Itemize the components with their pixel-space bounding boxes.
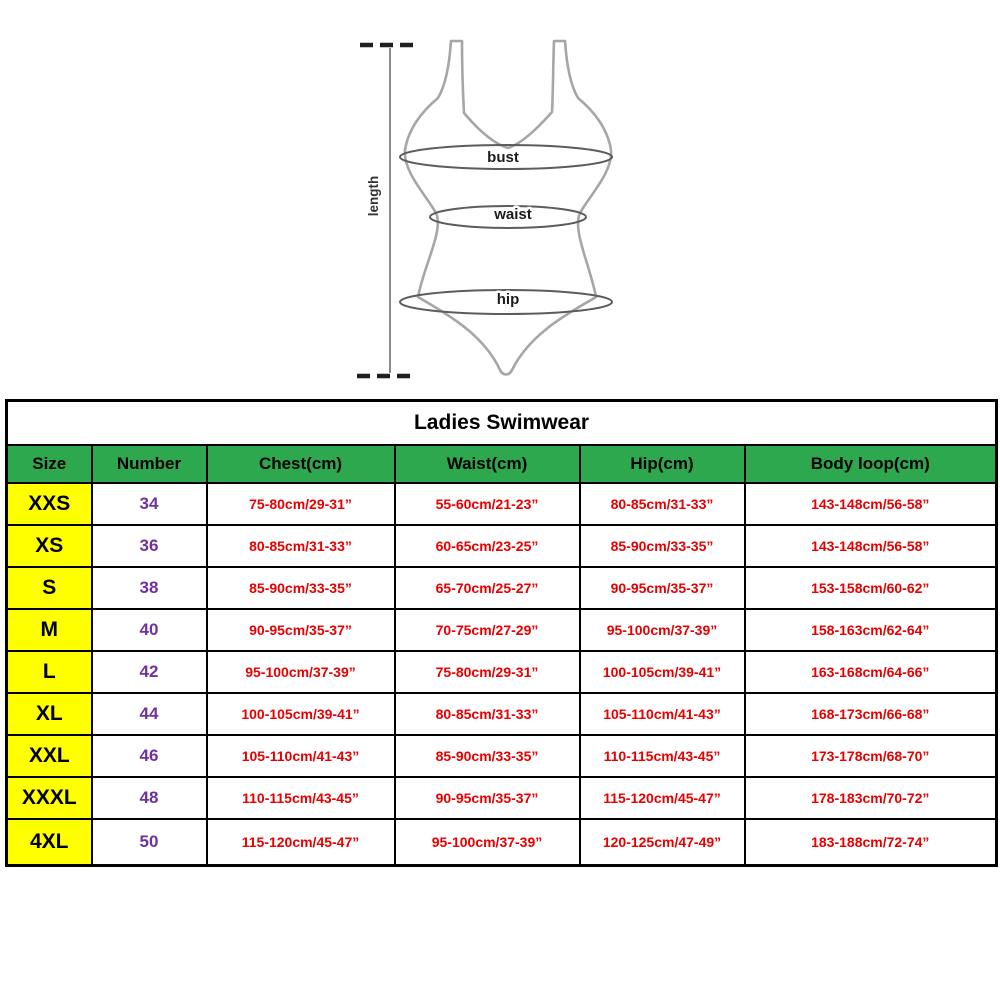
hip-cell: 105-110cm/41-43” bbox=[580, 693, 745, 735]
column-header-number: Number bbox=[92, 445, 207, 483]
number-cell: 44 bbox=[92, 693, 207, 735]
body-loop-cell: 143-148cm/56-58” bbox=[745, 483, 997, 525]
body-loop-cell: 173-178cm/68-70” bbox=[745, 735, 997, 777]
number-cell: 40 bbox=[92, 609, 207, 651]
size-cell: XL bbox=[7, 693, 92, 735]
size-cell: XS bbox=[7, 525, 92, 567]
body-loop-cell: 163-168cm/64-66” bbox=[745, 651, 997, 693]
number-cell: 38 bbox=[92, 567, 207, 609]
page-title: Ladies Swimwear bbox=[7, 401, 997, 445]
size-cell: XXXL bbox=[7, 777, 92, 819]
waist-cell: 55-60cm/21-23” bbox=[395, 483, 580, 525]
waist-cell: 75-80cm/29-31” bbox=[395, 651, 580, 693]
hip-label: hip bbox=[496, 291, 520, 308]
swimsuit-measurement-diagram bbox=[0, 0, 1000, 396]
size-row-xxs bbox=[7, 483, 997, 525]
hip-cell: 95-100cm/37-39” bbox=[580, 609, 745, 651]
number-cell: 34 bbox=[92, 483, 207, 525]
hip-cell: 80-85cm/31-33” bbox=[580, 483, 745, 525]
size-row-xs bbox=[7, 525, 997, 567]
hip-cell: 110-115cm/43-45” bbox=[580, 735, 745, 777]
length-measure bbox=[357, 45, 413, 376]
chest-cell: 100-105cm/39-41” bbox=[207, 693, 395, 735]
hip-cell: 120-125cm/47-49” bbox=[580, 819, 745, 866]
size-row-4xl bbox=[7, 819, 997, 866]
chest-cell: 75-80cm/29-31” bbox=[207, 483, 395, 525]
number-cell: 42 bbox=[92, 651, 207, 693]
body-loop-cell: 143-148cm/56-58” bbox=[745, 525, 997, 567]
number-cell: 36 bbox=[92, 525, 207, 567]
size-row-l bbox=[7, 651, 997, 693]
number-cell: 50 bbox=[92, 819, 207, 866]
table-title-row bbox=[7, 401, 997, 445]
column-header-size: Size bbox=[7, 445, 92, 483]
length-label: length bbox=[366, 175, 381, 217]
size-row-m bbox=[7, 609, 997, 651]
size-row-xxxl bbox=[7, 777, 997, 819]
waist-cell: 90-95cm/35-37” bbox=[395, 777, 580, 819]
size-row-s bbox=[7, 567, 997, 609]
size-cell: L bbox=[7, 651, 92, 693]
chest-cell: 90-95cm/35-37” bbox=[207, 609, 395, 651]
size-chart-table bbox=[5, 399, 998, 867]
chest-cell: 95-100cm/37-39” bbox=[207, 651, 395, 693]
size-cell: XXL bbox=[7, 735, 92, 777]
waist-cell: 95-100cm/37-39” bbox=[395, 819, 580, 866]
hip-cell: 85-90cm/33-35” bbox=[580, 525, 745, 567]
waist-cell: 60-65cm/23-25” bbox=[395, 525, 580, 567]
column-header-waist: Waist(cm) bbox=[395, 445, 580, 483]
waist-cell: 85-90cm/33-35” bbox=[395, 735, 580, 777]
column-header-body-loop: Body loop(cm) bbox=[745, 445, 997, 483]
chest-cell: 80-85cm/31-33” bbox=[207, 525, 395, 567]
size-cell: S bbox=[7, 567, 92, 609]
number-cell: 46 bbox=[92, 735, 207, 777]
column-header-chest: Chest(cm) bbox=[207, 445, 395, 483]
table-header-row bbox=[7, 445, 997, 483]
waist-label: waist bbox=[494, 206, 532, 223]
body-loop-cell: 168-173cm/66-68” bbox=[745, 693, 997, 735]
waist-cell: 80-85cm/31-33” bbox=[395, 693, 580, 735]
size-cell: 4XL bbox=[7, 819, 92, 866]
bust-label: bust bbox=[487, 149, 519, 166]
body-loop-cell: 153-158cm/60-62” bbox=[745, 567, 997, 609]
body-loop-cell: 183-188cm/72-74” bbox=[745, 819, 997, 866]
hip-cell: 115-120cm/45-47” bbox=[580, 777, 745, 819]
chest-cell: 85-90cm/33-35” bbox=[207, 567, 395, 609]
size-cell: M bbox=[7, 609, 92, 651]
column-header-hip: Hip(cm) bbox=[580, 445, 745, 483]
chest-cell: 105-110cm/41-43” bbox=[207, 735, 395, 777]
waist-cell: 70-75cm/27-29” bbox=[395, 609, 580, 651]
chest-cell: 110-115cm/43-45” bbox=[207, 777, 395, 819]
size-row-xl bbox=[7, 693, 997, 735]
waist-cell: 65-70cm/25-27” bbox=[395, 567, 580, 609]
size-row-xxl bbox=[7, 735, 997, 777]
hip-cell: 100-105cm/39-41” bbox=[580, 651, 745, 693]
size-cell: XXS bbox=[7, 483, 92, 525]
hip-cell: 90-95cm/35-37” bbox=[580, 567, 745, 609]
chest-cell: 115-120cm/45-47” bbox=[207, 819, 395, 866]
body-loop-cell: 178-183cm/70-72” bbox=[745, 777, 997, 819]
number-cell: 48 bbox=[92, 777, 207, 819]
body-loop-cell: 158-163cm/62-64” bbox=[745, 609, 997, 651]
